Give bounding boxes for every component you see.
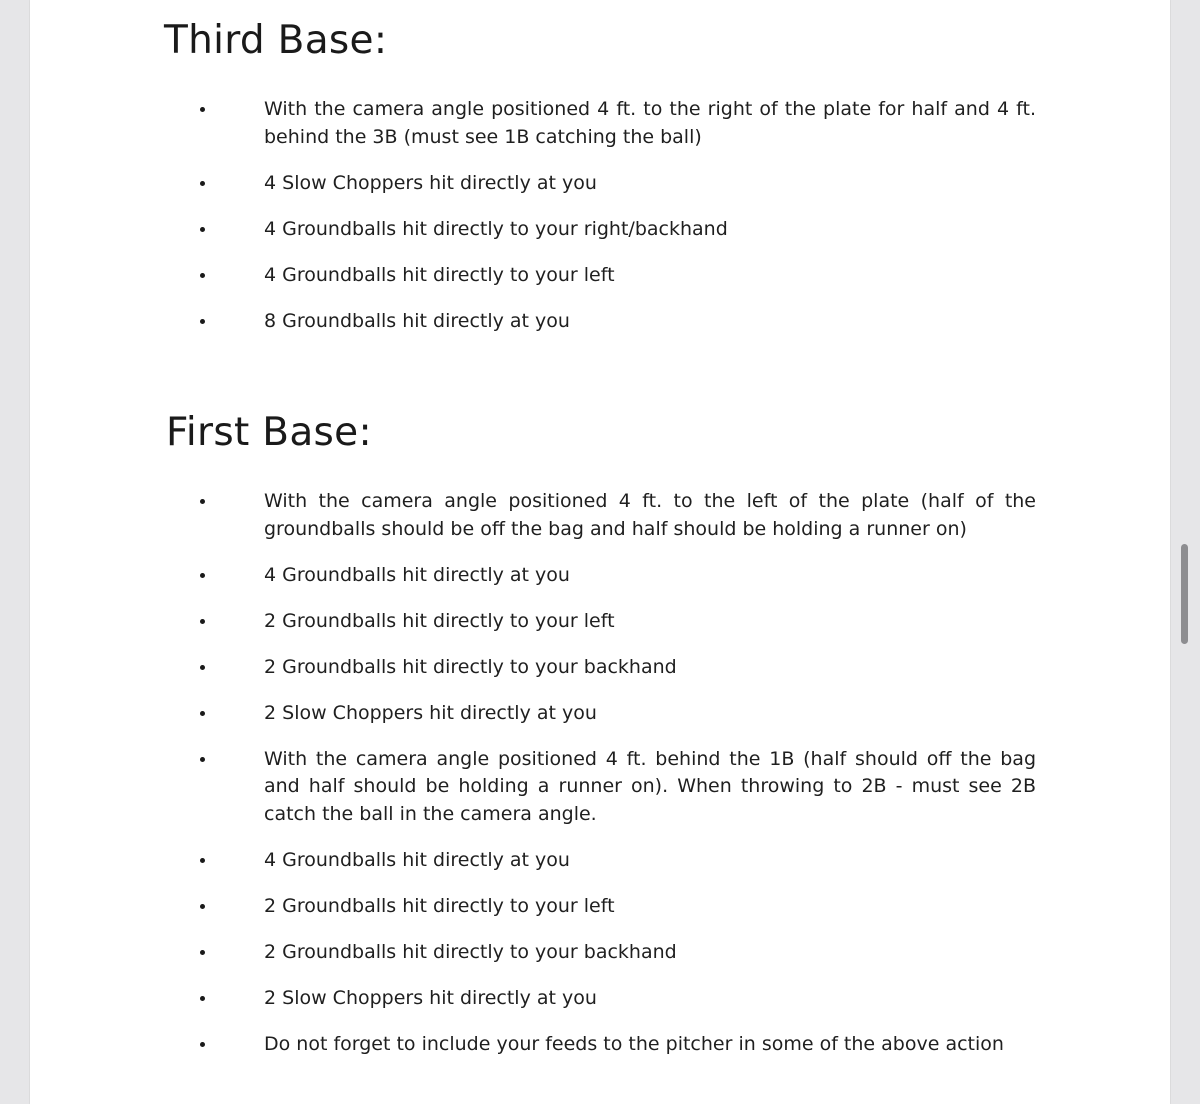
bullet-icon bbox=[200, 619, 205, 624]
bullet-icon bbox=[200, 227, 205, 232]
bullet-icon bbox=[200, 757, 205, 762]
list-item-text: 4 Groundballs hit directly at you bbox=[264, 563, 570, 586]
list-item bbox=[164, 654, 1036, 682]
bullet-icon bbox=[200, 950, 205, 955]
list-item-text: 2 Groundballs hit directly to your backhand bbox=[264, 655, 677, 678]
list-item bbox=[164, 700, 1036, 728]
section-heading-first-base: First Base: bbox=[166, 410, 372, 455]
list-item bbox=[164, 262, 1036, 290]
document-page bbox=[30, 0, 1170, 1104]
bullet-icon bbox=[200, 573, 205, 578]
list-item bbox=[164, 746, 1036, 829]
list-item bbox=[164, 562, 1036, 590]
bullet-icon bbox=[200, 273, 205, 278]
vertical-scrollbar-thumb[interactable] bbox=[1181, 544, 1188, 644]
list-item bbox=[164, 170, 1036, 198]
list-item bbox=[164, 96, 1036, 151]
list-item-text: 2 Groundballs hit directly to your left bbox=[264, 894, 615, 917]
list-item-text: 4 Groundballs hit directly to your left bbox=[264, 263, 615, 286]
list-item-text: 4 Groundballs hit directly to your right/backhand bbox=[264, 217, 728, 240]
list-item-text: Do not forget to include your feeds to the pitcher in some of the above action bbox=[264, 1032, 1004, 1055]
list-item bbox=[164, 608, 1036, 636]
bullet-icon bbox=[200, 996, 205, 1001]
bullet-icon bbox=[200, 858, 205, 863]
bullet-icon bbox=[200, 181, 205, 186]
list-item-text: 2 Slow Choppers hit directly at you bbox=[264, 986, 597, 1009]
list-item-text: 4 Groundballs hit directly at you bbox=[264, 848, 570, 871]
first-base-list bbox=[164, 488, 1036, 1077]
bullet-icon bbox=[200, 904, 205, 909]
list-item-text: 2 Slow Choppers hit directly at you bbox=[264, 701, 597, 724]
third-base-list bbox=[164, 96, 1036, 354]
bullet-icon bbox=[200, 1042, 205, 1047]
bullet-icon bbox=[200, 665, 205, 670]
list-item bbox=[164, 893, 1036, 921]
bullet-icon bbox=[200, 499, 205, 504]
list-item-text: With the camera angle positioned 4 ft. to the right of the plate for half and 4 ft. behind the 3B (must see 1B catching the ball) bbox=[264, 98, 1036, 148]
bullet-icon bbox=[200, 107, 205, 112]
list-item-text: 8 Groundballs hit directly at you bbox=[264, 309, 570, 332]
list-item bbox=[164, 847, 1036, 875]
bullet-icon bbox=[200, 711, 205, 716]
bullet-icon bbox=[200, 319, 205, 324]
list-item-text: 2 Groundballs hit directly to your backhand bbox=[264, 940, 677, 963]
list-item-text: 4 Slow Choppers hit directly at you bbox=[264, 171, 597, 194]
list-item-text: With the camera angle positioned 4 ft. behind the 1B (half should off the bag and half should be holding a runner on). When throwing to 2B - must see 2B catch the ball in the camera angle. bbox=[264, 747, 1036, 825]
list-item bbox=[164, 985, 1036, 1013]
list-item bbox=[164, 1031, 1036, 1059]
section-heading-third-base: Third Base: bbox=[164, 18, 388, 63]
list-item bbox=[164, 939, 1036, 967]
list-item bbox=[164, 488, 1036, 543]
list-item bbox=[164, 216, 1036, 244]
list-item bbox=[164, 308, 1036, 336]
list-item-text: With the camera angle positioned 4 ft. to the left of the plate (half of the groundballs should be off the bag and half should be holding a runner on) bbox=[264, 490, 1036, 540]
list-item-text: 2 Groundballs hit directly to your left bbox=[264, 609, 615, 632]
